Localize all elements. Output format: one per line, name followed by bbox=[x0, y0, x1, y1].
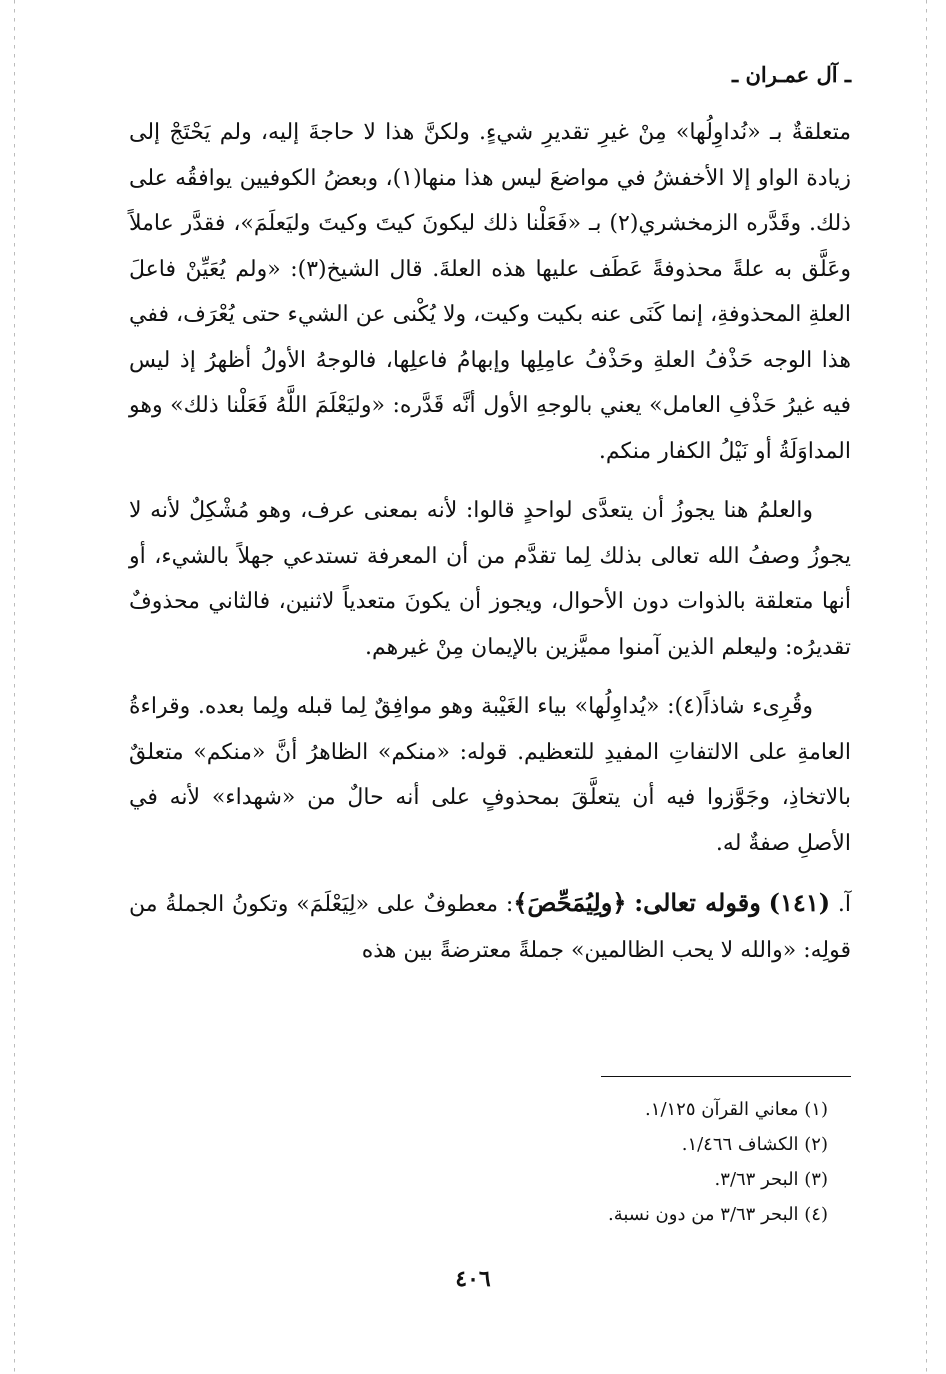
verse-quote: ﴿ولِيُمَحِّصَ﴾ bbox=[513, 888, 627, 917]
verse-paragraph bbox=[129, 880, 851, 973]
footnote-3: (٣) البحر ٣/٦٣. bbox=[714, 1169, 828, 1190]
main-text bbox=[129, 110, 851, 987]
footnote-1: (١) معاني القرآن ١/١٢٥. bbox=[645, 1099, 828, 1120]
right-margin-dotted-guide bbox=[926, 0, 927, 1374]
paragraph-1: متعلقةٌ بـ «نُداوِلُها» مِنْ غيرِ تقديرِ شيءٍ. ولكنَّ هذا لا حاجةَ إليه، ولم يَحْتَجْ إلى زيادة الواو إلا الأخفشُ في مواضعَ ليس هذا منها(١)، وبعضُ الكوفيين يوافقُه على ذلك. وقَدَّره الزمخشري(٢) بـ «فَعَلْنا ذلك ليكونَ كيتَ وكيتَ وليَعلَمَ»، فقدَّر عاملاً وعَلَّق به علةً محذوفةً عَطَف عليها هذه العلةَ. قال الشيخ(٣): «ولم يُعَيِّنْ فاعلَ العلةِ المحذوفةِ، إنما كَنَى عنه بكيت وكيت، ولا يُكْنى عن الشيء حتى يُعْرَف، ففي هذا الوجه حَذْفُ العلةِ وحَذْفُ عامِلِها وإبهامُ فاعلِها، فالوجهُ الأولُ أظهرُ إذ ليس فيه غيرُ حَذْفِ العامل» يعني بالوجهِ الأول أنَّه قَدَّره: «وليَعْلَمَ اللَّهُ فَعَلْنا ذلك» وهو المداوَلَةُ أو نَيْلُ الكفار منكم. bbox=[129, 120, 851, 464]
verse-prefix: آ. bbox=[837, 892, 852, 917]
footnotes bbox=[328, 1092, 828, 1232]
verse-number: (١٤١) bbox=[768, 888, 831, 917]
paragraph-3: وقُرِىء شاذاً(٤): «يُداوِلُها» بياء الغَيْبة وهو موافِقٌ لِما قبله ولِما بعده. وقراءةُ العامةِ على الالتفاتِ المفيدِ للتعظيم. قوله: «منكم» الظاهرُ أنَّ «منكم» متعلقٌ بالاتخاذِ، وجَوَّزوا فيه أن يتعلَّقَ بمحذوفٍ على أنه حالٌ من «شهداء» لأنه في الأصلِ صفةٌ له. bbox=[129, 694, 851, 856]
left-margin-dotted-guide bbox=[14, 0, 15, 1374]
verse-intro: وقوله تعالى: bbox=[634, 888, 761, 917]
verse-commentary: : معطوفٌ على «لِيَعْلَمَ» وتكونُ الجملةُ من قولِه: «والله لا يحب الظالمين» جملةً معترضةً بين هذه bbox=[129, 892, 851, 963]
paragraph-2: والعلمُ هنا يجوزُ أن يتعدَّى لواحدٍ قالوا: لأنه بمعنى عرف، وهو مُشْكِلٌ لأنه لا يجوزُ وصفُ الله تعالى بذلك لِما تقدَّم من أن المعرفة تستدعي جهلاً بالشيء، أو أنها متعلقة بالذوات دون الأحوال، ويجوز أن يكونَ متعدياً لاثنين، فالثاني محذوفٌ تقديرُه: وليعلم الذين آمنوا مميَّزين بالإيمان مِنْ غيرهم. bbox=[129, 498, 851, 660]
footnote-separator bbox=[601, 1076, 851, 1077]
page-number: ٤٠٦ bbox=[455, 1266, 491, 1292]
footnote-4: (٤) البحر ٣/٦٣ من دون نسبة. bbox=[607, 1204, 828, 1225]
footnote-2: (٢) الكشاف ١/٤٦٦. bbox=[681, 1134, 828, 1155]
running-header: ـ آل عمـران ـ bbox=[732, 62, 851, 87]
